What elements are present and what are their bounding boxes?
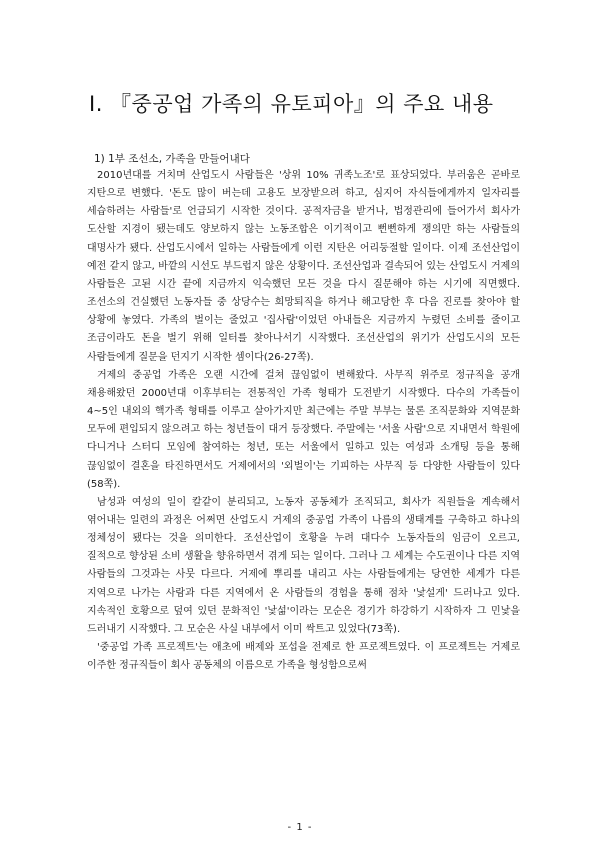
paragraph-2: 거제의 중공업 가족은 오랜 시간에 걸쳐 끊임없이 변해왔다. 사무직 위주로 정규직을 공개 채용해왔던 2000년대 이후부터는 전통적인 가족 형태가 도전받기 시작했다. 다수의 가족들이 4~5인 내외의 핵가족 형태를 이루고 살아가지만 최근에는 주말 부부는 물론 조직문화와 지역문화 모두에 편입되지 않으려고 하는 청년들이 대거 등장했다. 주말에는 '서울 사람'으로 지내면서 학원에 다니거나 스터디 모임에 참여하는 청년, 또는 서울에서 일하고 있는 여성과 소개팅 등을 통해 끊임없이 결혼을 타진하면서도 거제에서의 '외벌이'는 기피하는 사무직 등 다양한 사람들이 있다(58쪽).	[87, 369, 520, 490]
page-number: - 1 -	[287, 822, 313, 833]
paragraph-1: 2010년대를 거치며 산업도시 사람들은 '상위 10% 귀족노조'로 표상되었다. 부러움은 곧바로 지탄으로 변했다. '돈도 많이 버는데 고용도 보장받으려 하고, 심지어 자식들에게까지 일자리를 세습하려는 사람들'로 언급되기 시작한 것이다. 공적자금을 받거나, 법정관리에 들어가서 회사가 도산할 지경이 됐는데도 양보하지 않는 노동조합은 이기적이고 뻔뻔하게 쟁의만 하는 사람들의 대명사가 됐다. 산업도시에서 일하는 사람들에게 이런 지탄은 어리둥절할 일이다. 이제 조선산업이 예전 같지 않고, 바깥의 시선도 부드럽지 않은 상황이다. 조선산업과 결속되어 있는 산업도시 거제의 사람들은 고된 시간 끝에 지금까지 익숙했던 모든 것을 다시 질문해야 하는 시기에 직면했다. 조선소의 건실했던 노동자들 중 상당수는 희망퇴직을 하거나 해고당한 후 다음 진로를 찾아야 할 상황에 놓였다. 가족의 벌이는 줄었고 '집사람'이었던 아내들은 지금까지 누렸던 소비를 줄이고 조금이라도 돈을 벌기 위해 일터를 찾아나서기 시작했다. 조선산업의 위기가 산업도시의 모든 사람들에게 질문을 던지기 시작한 셈이다(26-27쪽).	[87, 170, 520, 363]
body-text	[87, 167, 520, 675]
paragraph-3: 남성과 여성의 일이 칼같이 분리되고, 노동자 공동체가 조직되고, 회사가 직원들을 계속해서 엮어내는 일련의 과정은 어쩌면 산업도시 거제의 중공업 가족이 나름의 생태계를 구축하고 하나의 정체성이 됐다는 것을 의미한다. 조선산업이 호황을 누려 대다수 노동자들의 임금이 오르고, 질적으로 향상된 소비 생활을 향유하면서 겪게 되는 일이다. 그러나 그 세계는 수도권이나 다른 지역 사람들의 그것과는 사뭇 다르다. 거제에 뿌리를 내리고 사는 사람들에게는 당연한 세계가 다른 지역으로 나가는 사람과 다른 지역에서 온 사람들의 경험을 통해 점차 '낯설게' 드러나고 있다. 지속적인 호황으로 덮여 있던 문화적인 '낯섦'이라는 모순은 경기가 하강하기 시작하자 그 민낯을 드러내기 시작했다. 그 모순은 사실 내부에서 이미 싹트고 있었다(73쪽).	[87, 496, 520, 635]
section-heading: I. 『중공업 가족의 유토피아』의 주요 내용	[89, 92, 494, 116]
subsection-heading: 1) 1부 조선소, 가족을 만들어내다	[94, 153, 250, 165]
paragraph-4: '중공업 가족 프로젝트'는 애초에 배제와 포섭을 전제로 한 프로젝트였다. 이 프로젝트는 거제로 이주한 정규직들이 회사 공동체의 이름으로 가족을 형성함으로써	[87, 642, 520, 672]
